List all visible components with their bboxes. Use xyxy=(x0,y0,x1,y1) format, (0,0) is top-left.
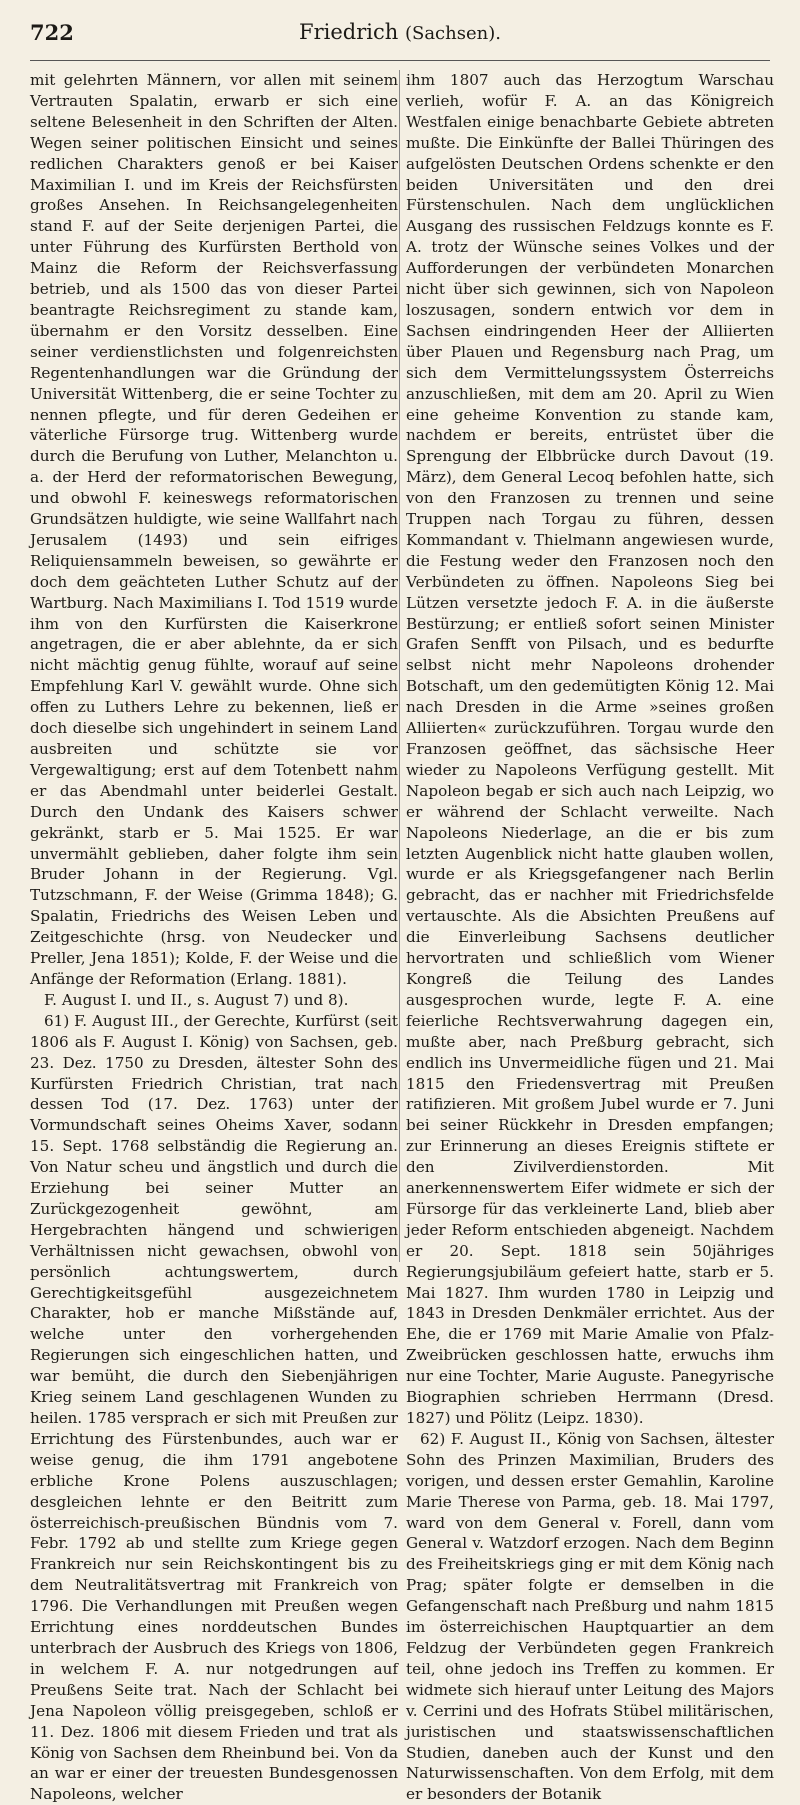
running-title-main: Friedrich xyxy=(299,20,399,44)
running-title-sub: (Sachsen). xyxy=(404,23,501,44)
running-title xyxy=(30,20,770,44)
left-column xyxy=(30,70,398,1805)
column-divider xyxy=(399,70,400,1262)
left-paragraph-cross-reference: F. August I. und II., s. August 7) und 8). xyxy=(44,990,349,1009)
left-paragraph-continuation: mit gelehrten Männern, vor allen mit seinem Vertrauten Spalatin, erwarb er sich eine seltene Belesenheit in den Schriften der Alten. Wegen seiner politischen Einsicht und seines redlichen Charakters genoß er bei Kaiser Maximilian I. und im Kreis der Reichsfürsten großes Ansehen. In Reichsangelegenheiten stand F. auf der Seite derjenigen Partei, die unter Führung des Kurfürsten Berthold von Mainz die Reform der Reichsverfassung betrieb, und als 1500 das von dieser Partei beantragte Reichsregiment zu stande kam, übernahm er den Vorsitz desselben. Eine seiner verdienstlichsten und folgenreichsten Regentenhandlungen war die Gründung der Universität Wittenberg, die er seine Tochter zu nennen pflegte, und für deren Gedeihen er väterliche Fürsorge trug. Wittenberg wurde durch die Berufung von Luther, Melanchton u. a. der Herd der reformatorischen Bewegung, und obwohl F. keineswegs reformatorischen Grundsätzen huldigte, wie seine Wallfahrt nach Jerusalem (1493) und sein eifriges Reliquiensammeln beweisen, so gewährte er doch dem geächteten Luther Schutz auf der Wartburg. Nach Maximilians I. Tod 1519 wurde ihm von den Kurfürsten die Kaiserkrone angetragen, die er aber ablehnte, da er sich nicht mächtig genug fühlte, worauf auf seine Empfehlung Karl V. gewählt wurde. Ohne sich offen zu Luthers Lehre zu bekennen, ließ er doch dieselbe sich ungehindert in seinem Land ausbreiten und schützte sie vor Vergewaltigung; erst auf dem Totenbett nahm er das Abendmahl unter beiderlei Gestalt. Durch den Undank des Kaisers schwer gekränkt, starb er 5. Mai 1525. Er war unvermählt geblieben, daher folgte ihm sein Bruder Johann in der Regierung. Vgl. Tutzschmann, F. der Weise (Grimma 1848); G. Spalatin, Friedrichs des Weisen Leben und Zeitgeschichte (hrsg. von Neudecker und Preller, Jena 1851); Kolde, F. der Weise und die Anfänge der Reformation (Erlang. 1881). xyxy=(30,71,398,988)
page-header xyxy=(30,20,770,60)
header-rule xyxy=(30,60,770,61)
right-paragraph-continuation: ihm 1807 auch das Herzogtum Warschau verlieh, wofür F. A. an das Königreich Westfalen einige benachbarte Gebiete abtreten mußte. Die Einkünfte der Ballei Thüringen des aufgelösten Deutschen Ordens schenkte er den beiden Universitäten und den drei Fürstenschulen. Nach dem unglücklichen Ausgang des russischen Feldzugs konnte es F. A. trotz der Wünsche seines Volkes und der Aufforderungen der verbündeten Monarchen nicht über sich gewinnen, sich von Napoleon loszusagen, sondern entwich vor dem in Sachsen eindringenden Heer der Alliierten über Plauen und Regensburg nach Prag, um sich dem Vermittelungssystem Österreichs anzuschließen, mit dem am 20. April zu Wien eine geheime Konvention zu stande kam, nachdem er bereits, entrüstet über die Sprengung der Elbbrücke durch Davout (19. März), dem General Lecoq befohlen hatte, sich von den Franzosen zu trennen und seine Truppen nach Torgau zu führen, dessen Kommandant v. Thielmann angewiesen wurde, die Festung weder den Franzosen noch den Verbündeten zu öffnen. Napoleons Sieg bei Lützen versetzte jedoch F. A. in die äußerste Bestürzung; er entließ sofort seinen Minister Grafen Senfft von Pilsach, und es bedurfte selbst nicht mehr Napoleons drohender Botschaft, um den gedemütigten König 12. Mai nach Dresden in die Arme »seines großen Alliierten« zurückzuführen. Torgau wurde den Franzosen geöffnet, das sächsische Heer wieder zu Napoleons Verfügung gestellt. Mit Napoleon begab er sich auch nach Leipzig, wo er während der Schlacht verweilte. Nach Napoleons Niederlage, an die er bis zum letzten Augenblick nicht hatte glauben wollen, wurde er als Kriegsgefangener nach Berlin gebracht, das er nachher mit Friedrichsfelde vertauschte. Als die Absichten Preußens auf die Einverleibung Sachsens deutlicher hervortraten und schließlich vom Wiener Kongreß die Teilung des Landes ausgesprochen wurde, legte F. A. eine feierliche Rechtsverwahrung dagegen ein, mußte aber, nach Preßburg gebracht, sich endlich ins Unvermeidliche fügen und 21. Mai 1815 den Friedensvertrag mit Preußen ratifizieren. Mit großem Jubel wurde er 7. Juni bei seiner Rückkehr in Dresden empfangen; zur Erinnerung an dieses Ereignis stiftete er den Zivilverdienstorden. Mit anerkennenswertem Eifer widmete er sich der Fürsorge für das verkleinerte Land, blieb aber jeder Reform entschieden abgeneigt. Nachdem er 20. Sept. 1818 sein 50jähriges Regierungsjubiläum gefeiert hatte, starb er 5. Mai 1827. Ihm wurden 1780 in Leipzig und 1843 in Dresden Denkmäler errichtet. Aus der Ehe, die er 1769 mit Marie Amalie von Pfalz-Zweibrücken geschlossen hatte, erwuchs ihm nur eine Tochter, Marie Auguste. Panegyrische Biographien schrieben Herrmann (Dresd. 1827) und Pölitz (Leipz. 1830). xyxy=(406,71,774,1427)
page-number: 722 xyxy=(30,20,74,45)
left-paragraph-entry-61: 61) F. August III., der Gerechte, Kurfürst (seit 1806 als F. August I. König) von Sachsen, geb. 23. Dez. 1750 zu Dresden, ältester Sohn des Kurfürsten Friedrich Christian, trat nach dessen Tod (17. Dez. 1763) unter der Vormundschaft seines Oheims Xaver, sodann 15. Sept. 1768 selbständig die Regierung an. Von Natur scheu und ängstlich und durch die Erziehung bei seiner Mutter an Zurückgezogenheit gewöhnt, am Hergebrachten hängend und schwierigen Verhältnissen nicht gewachsen, obwohl von persönlich achtungswertem, durch Gerechtigkeitsgefühl ausgezeichnetem Charakter, hob er manche Mißstände auf, welche unter den vorhergehenden Regierungen sich eingeschlichen hatten, und war bemüht, die durch den Siebenjährigen Krieg seinem Land geschlagenen Wunden zu heilen. 1785 versprach er sich mit Preußen zur Errichtung des Fürstenbundes, auch war er weise genug, die ihm 1791 angebotene erbliche Krone Polens auszuschlagen; desgleichen lehnte er den Beitritt zum österreichisch-preußischen Bündnis vom 7. Febr. 1792 ab und stellte zum Kriege gegen Frankreich nur sein Reichskontingent bis zu dem Neutralitätsvertrag mit Frankreich von 1796. Die Verhandlungen mit Preußen wegen Errichtung eines norddeutschen Bundes unterbrach der Ausbruch des Kriegs von 1806, in welchem F. A. nur notgedrungen auf Preußens Seite trat. Nach der Schlacht bei Jena Napoleon völlig preisgegeben, schloß er 11. Dez. 1806 mit diesem Frieden und trat als König von Sachsen dem Rheinbund bei. Von da an war er einer der treuesten Bundesgenossen Napoleons, welcher xyxy=(30,1011,398,1804)
right-column xyxy=(406,70,774,1805)
right-paragraph-entry-62: 62) F. August II., König von Sachsen, ältester Sohn des Prinzen Maximilian, Bruders des vorigen, und dessen erster Gemahlin, Karoline Marie Therese von Parma, geb. 18. Mai 1797, ward von dem General v. Forell, dann vom General v. Watzdorf erzogen. Nach dem Beginn des Freiheitskriegs ging er mit dem König nach Prag; später folgte er demselben in die Gefangenschaft nach Preßburg und nahm 1815 im österreichischen Hauptquartier an dem Feldzug der Verbündeten gegen Frankreich teil, ohne jedoch ins Treffen zu kommen. Er widmete sich hierauf unter Leitung des Majors v. Cerrini und des Hofrats Stübel militärischen, juristischen und staatswissenschaftlichen Studien, daneben auch der Kunst und den Naturwissenschaften. Von dem Erfolg, mit dem er besonders der Botanik xyxy=(406,1429,774,1804)
